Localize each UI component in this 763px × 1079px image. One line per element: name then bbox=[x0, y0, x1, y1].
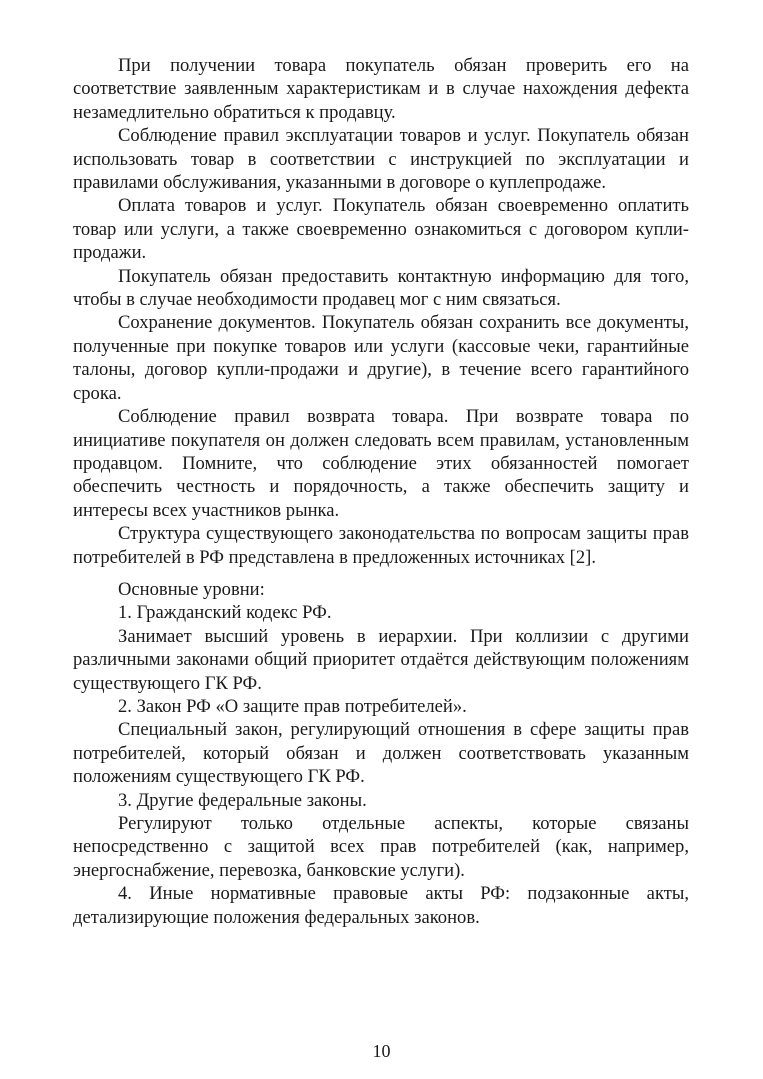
paragraph: Специальный закон, регулирующий отношения в сфере защиты прав потребителей, который обязан и должен соответствовать указанным положениям существующего ГК РФ. bbox=[73, 719, 689, 788]
section-heading: Основные уровни: bbox=[118, 578, 265, 600]
paragraph: Занимает высший уровень в иерархии. При коллизии с другими различными законами общий приоритет отдаётся действующим положениям существующего ГК РФ. bbox=[73, 625, 689, 694]
paragraph: Покупатель обязан предоставить контактную информацию для того, чтобы в случае необходимости продавец мог с ним связаться. bbox=[73, 265, 689, 311]
list-item-heading: 2. Закон РФ «О защите прав потребителей». bbox=[118, 695, 467, 717]
paragraph: Регулируют только отдельные аспекты, которые связаны непосредственно с защитой всех прав потребителей (как, например, энергоснабжение, перевозка, банковские услуги). bbox=[73, 813, 689, 881]
paragraph: Сохранение документов. Покупатель обязан сохранить все документы, полученные при покупке товаров или услуги (кассовые чеки, гарантийные талоны, договор купли-продажи и другие), в течение всего гарантийного срока. bbox=[73, 312, 689, 404]
page-number: 10 bbox=[372, 1041, 391, 1061]
paragraph: 4. Иные нормативные правовые акты РФ: подзаконные акты, детализирующие положения федеральных законов. bbox=[73, 883, 689, 928]
paragraph: При получении товара покупатель обязан проверить его на соответствие заявленным характеристикам и в случае нахождения дефекта незамедлительно обратиться к продавцу. bbox=[73, 55, 689, 123]
paragraph: Структура существующего законодательства по вопросам защиты прав потребителей в РФ представлена в предложенных источниках [2]. bbox=[73, 523, 689, 568]
list-item-heading: 1. Гражданский кодекс РФ. bbox=[118, 602, 332, 624]
list-item-heading: 3. Другие федеральные законы. bbox=[118, 789, 367, 811]
paragraph: Соблюдение правил эксплуатации товаров и услуг. Покупатель обязан использовать товар в соответствии с инструкцией по эксплуатации и правилами обслуживания, указанными в договоре о куплепродаже. bbox=[73, 125, 689, 194]
paragraph: Соблюдение правил возврата товара. При возврате товара по инициативе покупателя он должен следовать всем правилам, установленным продавцом. Помните, что соблюдение этих обязанностей помогает обеспечить честность и порядочность, а также обеспечить защиту и интересы всех участников рынка. bbox=[73, 406, 689, 521]
document-body bbox=[73, 54, 689, 929]
paragraph: Оплата товаров и услуг. Покупатель обязан своевременно оплатить товар или услуги, а также своевременно ознакомиться с договором купли-продажи. bbox=[73, 195, 689, 264]
